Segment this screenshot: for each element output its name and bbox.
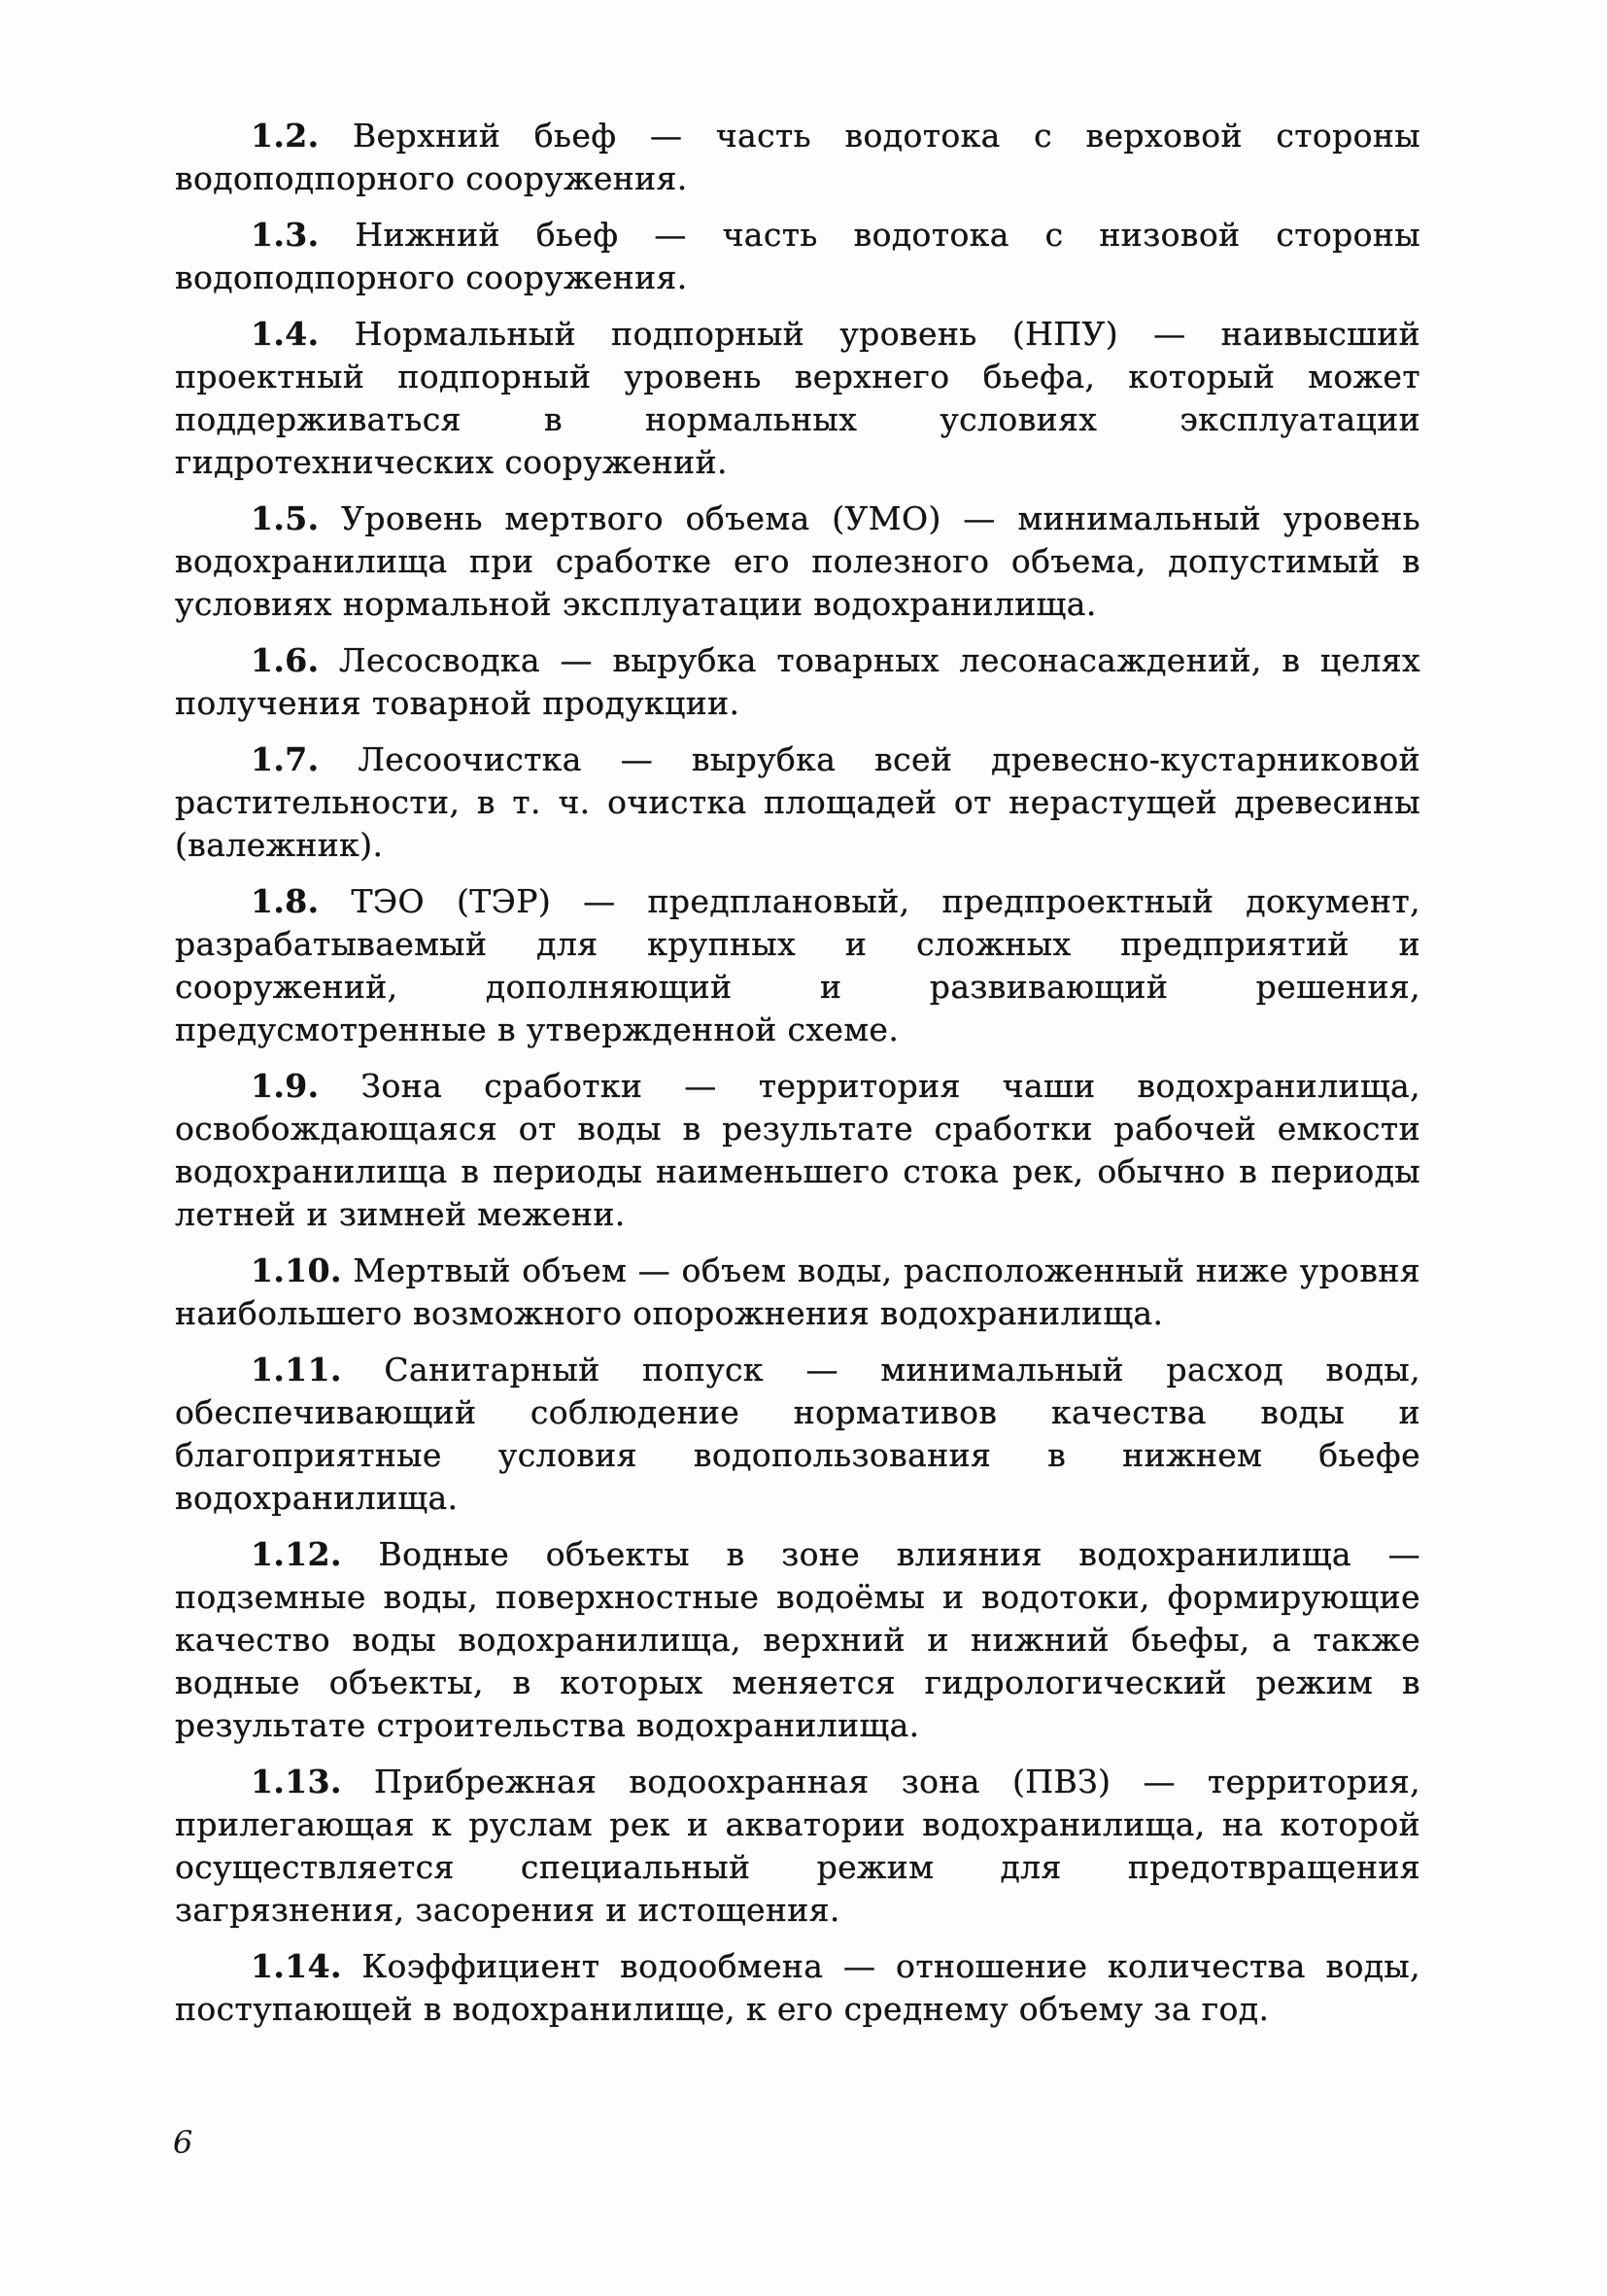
definition-text: Санитарный попуск — минимальный расход воды, обеспечивающий соблюдение нормативов качества воды и благоприятные условия водопользования в нижнем бьефе водохранилища. xyxy=(175,1351,1420,1517)
definition-1-7 xyxy=(175,738,1420,867)
definition-number: 1.7. xyxy=(251,740,320,778)
definition-text: Мертвый объем — объем воды, расположенный ниже уровня наибольшего возможного опорожнения водохранилища. xyxy=(175,1251,1420,1332)
definition-text: Нормальный подпорный уровень (НПУ) — наивысший проектный подпорный уровень верхнего бьефа, который может поддерживаться в нормальных условиях эксплуатации гидротехнических сооружений. xyxy=(175,315,1420,481)
definition-number: 1.2. xyxy=(251,117,320,154)
definition-number: 1.12. xyxy=(251,1535,342,1573)
definition-1-8 xyxy=(175,880,1420,1051)
definition-1-10 xyxy=(175,1250,1420,1335)
definition-number: 1.5. xyxy=(251,499,320,537)
definition-number: 1.9. xyxy=(251,1067,320,1105)
definition-number: 1.13. xyxy=(251,1763,342,1800)
definition-text: ТЭО (ТЭР) — предплановый, предпроектный документ, разрабатываемый для крупных и сложных предприятий и сооружений, дополняющий и развивающий решения, предусмотренные в утвержденной схеме. xyxy=(175,882,1420,1048)
definition-1-13 xyxy=(175,1761,1420,1932)
definition-number: 1.3. xyxy=(251,216,320,254)
definition-1-5 xyxy=(175,497,1420,626)
definition-text: Зона сработки — территория чаши водохранилища, освобождающаяся от воды в результате сработки рабочей емкости водохранилища в периоды наименьшего стока рек, обычно в периоды летней и зимней межени. xyxy=(175,1067,1420,1233)
definition-number: 1.8. xyxy=(251,882,320,920)
page-number: 6 xyxy=(173,2124,193,2161)
definition-number: 1.11. xyxy=(251,1351,342,1388)
definition-1-3 xyxy=(175,214,1420,299)
definition-number: 1.10. xyxy=(251,1251,342,1289)
definition-1-14 xyxy=(175,1945,1420,2031)
definition-number: 1.6. xyxy=(251,641,320,679)
definition-1-9 xyxy=(175,1065,1420,1236)
definition-text: Лесосводка — вырубка товарных лесонасаждений, в целях получения товарной продукции. xyxy=(175,641,1420,722)
definition-1-11 xyxy=(175,1349,1420,1520)
definition-text: Водные объекты в зоне влияния водохранилища — подземные воды, поверхностные водоёмы и водотоки, формирующие качество воды водохранилища, верхний и нижний бьефы, а также водные объекты, в которых меняется гидрологический режим в результате строительства водохранилища. xyxy=(175,1535,1420,1744)
definition-text: Верхний бьеф — часть водотока с верховой стороны водоподпорного сооружения. xyxy=(175,117,1420,197)
definition-text: Коэффициент водообмена — отношение количества воды, поступающей в водохранилище, к его среднему объему за год. xyxy=(175,1947,1420,2028)
definition-text: Нижний бьеф — часть водотока с низовой стороны водоподпорного сооружения. xyxy=(175,216,1420,296)
definition-1-6 xyxy=(175,639,1420,725)
definition-1-4 xyxy=(175,313,1420,484)
text-column xyxy=(175,115,1420,2044)
definition-text: Лесоочистка — вырубка всей древесно-кустарниковой растительности, в т. ч. очистка площадей от нерастущей древесины (валежник). xyxy=(175,740,1420,864)
definition-1-2 xyxy=(175,115,1420,200)
definition-number: 1.4. xyxy=(251,315,320,353)
definition-1-12 xyxy=(175,1533,1420,1747)
definition-text: Прибрежная водоохранная зона (ПВЗ) — территория, прилегающая к руслам рек и акватории водохранилища, на которой осуществляется специальный режим для предотвращения загрязнения, засорения и истощения. xyxy=(175,1763,1420,1929)
definition-text: Уровень мертвого объема (УМО) — минимальный уровень водохранилища при сработке его полезного объема, допустимый в условиях нормальной эксплуатации водохранилища. xyxy=(175,499,1420,623)
definition-number: 1.14. xyxy=(251,1947,342,1985)
